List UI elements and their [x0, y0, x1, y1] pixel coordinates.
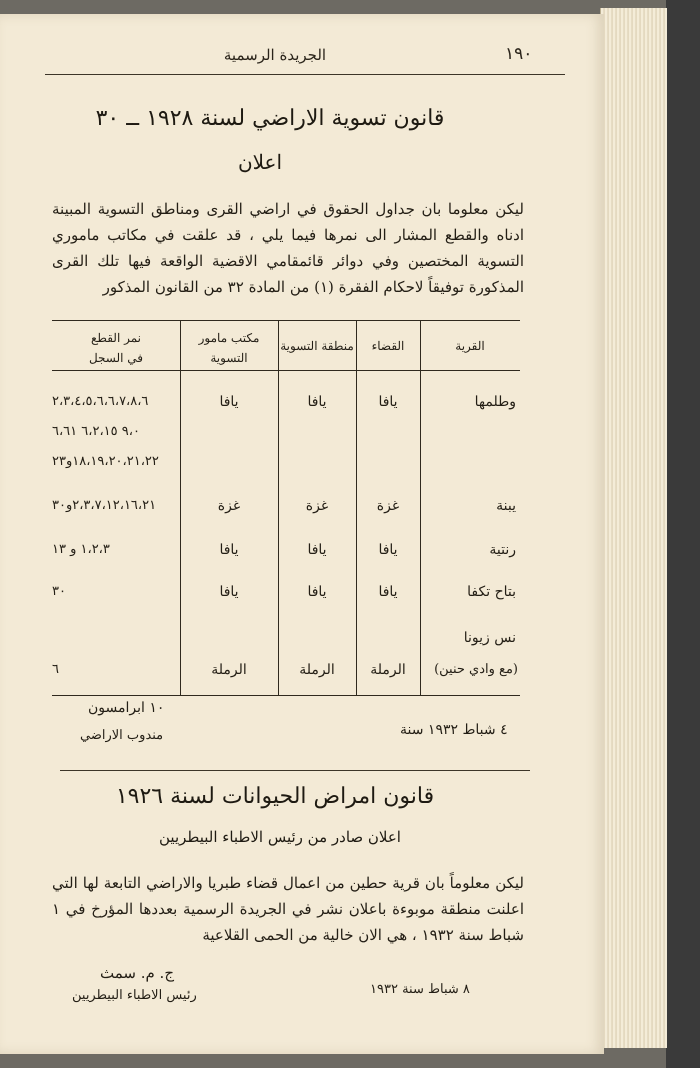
- row4-area: يافا: [307, 584, 327, 600]
- row5-office: الرملة: [211, 662, 247, 678]
- table-col-divider: [278, 320, 279, 696]
- th-office-line1: مكتب مامور: [198, 331, 260, 345]
- notice1-subtitle: اعلان: [237, 150, 283, 174]
- notice2-signatory-name: ج. م. سمث: [100, 964, 175, 982]
- row4-village: بتاح تكفا: [467, 584, 516, 600]
- notice2-subtitle: اعلان صادر من رئيس الاطباء البيطريين: [159, 828, 401, 846]
- row3-office: يافا: [219, 542, 239, 558]
- row1-plots-line2: ٩،٠ ٦،٢،١٥ ٦،٦١: [52, 424, 140, 439]
- th-plots: [54, 328, 178, 368]
- gazette-page: [0, 14, 604, 1054]
- row2-plots: ٢،٣،٧،١٢،١٦،٢١و٣٠: [52, 498, 157, 513]
- th-office: [182, 328, 276, 368]
- th-office-line2: التسوية: [210, 351, 248, 365]
- table-col-divider: [356, 320, 357, 696]
- th-plots-line2: في السجل: [88, 351, 144, 365]
- notice2-title: قانون امراض الحيوانات لسنة ١٩٢٦: [115, 784, 435, 809]
- page-number: ١٩٠: [505, 44, 533, 64]
- table-top-rule: [52, 320, 520, 321]
- page-edges: [600, 8, 667, 1048]
- book-spine: [666, 0, 700, 1068]
- row1-office: يافا: [219, 394, 239, 410]
- row1-district: يافا: [378, 394, 398, 410]
- notice1-title: قانون تسوية الاراضي لسنة ١٩٢٨ ــ ٣٠: [95, 106, 445, 131]
- row5-village-note: (مع وادي حنين): [434, 662, 518, 677]
- row2-village: يبنة: [496, 498, 516, 514]
- row5-plots: ٦: [52, 662, 59, 677]
- notice1-signatory-name: ١٠ ابرامسون: [88, 700, 165, 716]
- row1-plots-line1: ٢،٣،٤،٥،٦،٦،٧،٨،٦: [52, 394, 149, 409]
- table-col-divider: [420, 320, 421, 696]
- th-settlement-area: منطقة التسوية: [280, 339, 354, 353]
- notice1-signatory-title: مندوب الاراضي: [80, 728, 164, 743]
- notice2-signatory-title: رئيس الاطباء البيطريين: [72, 988, 197, 1003]
- row5-village: نس زيونا: [463, 630, 516, 646]
- table-col-divider: [180, 320, 181, 696]
- table-header-rule: [52, 370, 520, 371]
- notice2-date: ٨ شباط سنة ١٩٣٢: [370, 982, 470, 997]
- th-district: القضاء: [371, 339, 405, 353]
- notice2-body: ليكن معلوماً بان قرية حطين من اعمال قضاء طبريا والاراضي التابعة لها التي اعلنت منطقة موبوءة باعلان نشر في الجريدة الرسمية بعددها المؤرخ في ١ شباط سنة ١٩٣٢ ، هي الان خالية من الحمى القلاعية: [52, 874, 524, 944]
- row1-village: وطلمها: [474, 394, 516, 410]
- row2-office: غزة: [217, 498, 241, 514]
- settlement-table: [52, 320, 520, 696]
- row1-area: يافا: [307, 394, 327, 410]
- section-divider: [60, 770, 530, 771]
- row5-area: الرملة: [299, 662, 335, 678]
- row4-plots: ٣٠: [52, 584, 66, 599]
- row2-area: غزة: [305, 498, 329, 514]
- row3-plots: ١،٢،٣ و ١٣: [52, 542, 110, 557]
- notice1-body: ليكن معلوما بان جداول الحقوق في اراضي القرى ومناطق التسوية المبينة ادناه والقطع المشار الى نمرها فيما يلي ، قد علقت في مكاتب ماموري التسوية المختصين وفي دوائر قائمقامي الاقضية الواقعة فيها تلك القرى المذكورة توفيقاً لاحكام الفقرة (١) من المادة ٣٢ من القانون المذكور: [52, 200, 524, 296]
- row1-plots-line3: ١٨،١٩،٢٠،٢١،٢٢و٢٣: [52, 454, 159, 469]
- notice1-date: ٤ شباط ١٩٣٢ سنة: [400, 722, 508, 738]
- table-bottom-rule: [52, 695, 520, 696]
- row3-village: رنتية: [489, 542, 516, 558]
- row5-district: الرملة: [370, 662, 406, 678]
- row2-district: غزة: [376, 498, 400, 514]
- th-plots-line1: نمر القطع: [90, 331, 141, 345]
- row3-district: يافا: [378, 542, 398, 558]
- row3-area: يافا: [307, 542, 327, 558]
- row4-office: يافا: [219, 584, 239, 600]
- row4-district: يافا: [378, 584, 398, 600]
- header-rule: [45, 74, 565, 75]
- running-header-title: الجريدة الرسمية: [223, 46, 327, 64]
- th-village: القرية: [455, 339, 485, 353]
